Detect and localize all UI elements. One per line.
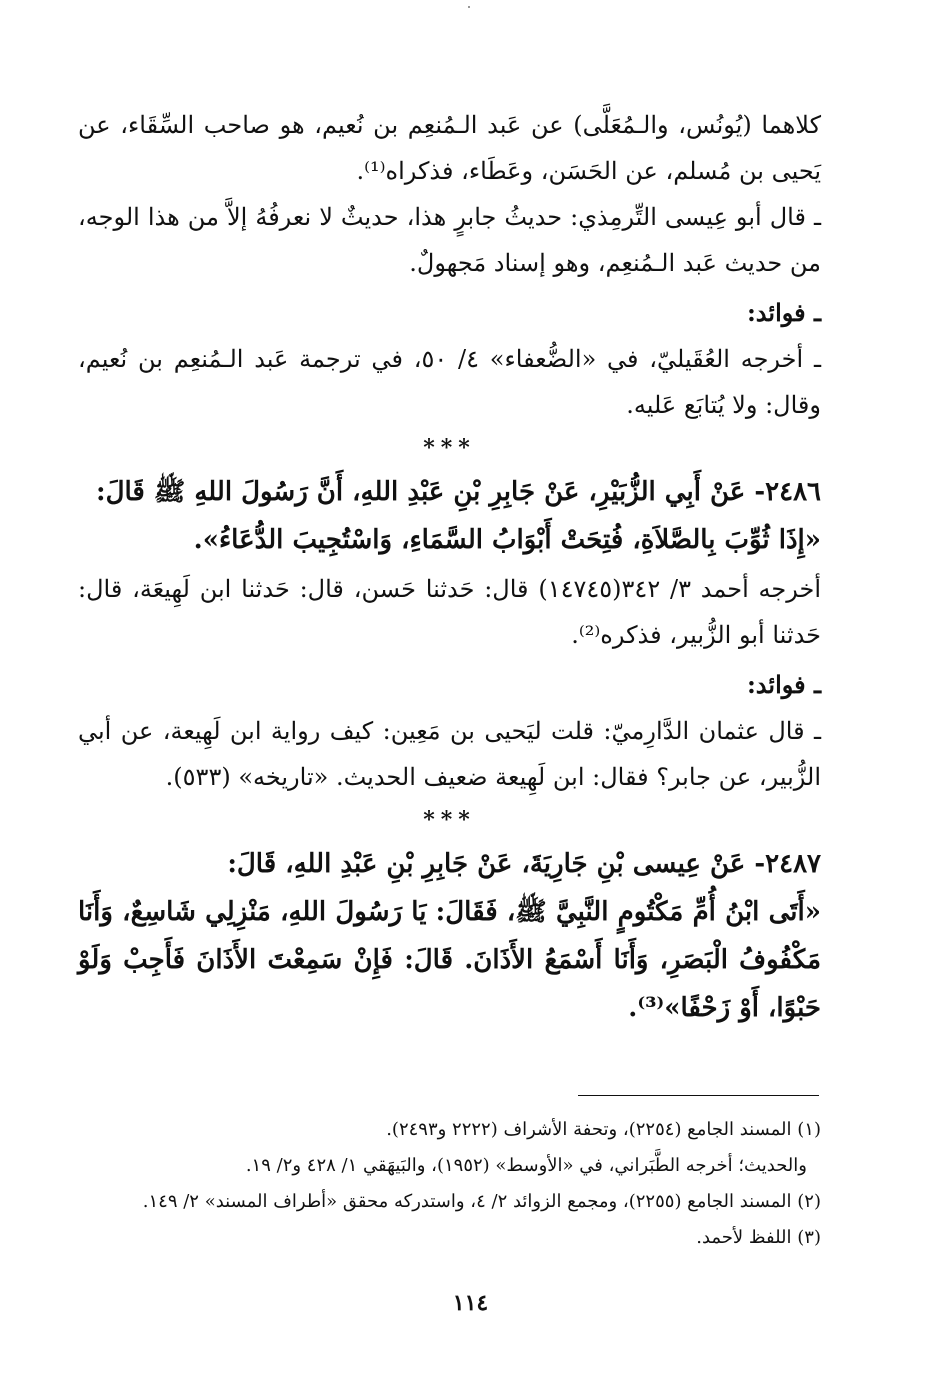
footnote-rule bbox=[578, 1095, 819, 1096]
hadith-2487-heading: ٢٤٨٧- عَنْ عِيسى بْنِ جَارِيَةَ، عَنْ جَابِرِ بْنِ عَبْدِ اللهِ، قَالَ: bbox=[227, 849, 821, 879]
hadith-2486-heading: ٢٤٨٦- عَنْ أَبِي الزُّبَيْرِ، عَنْ جَابِرِ بْنِ عَبْدِ اللهِ، أَنَّ رَسُولَ اللهِ ﷺ قَالَ: bbox=[96, 477, 821, 507]
page-number: ١١٤ bbox=[452, 1290, 489, 1316]
section-separator: *** bbox=[423, 435, 476, 461]
hadith-2486-text: «إِذَا ثُوِّبَ بِالصَّلاَةِ، فُتِحَتْ أَبْوَابُ السَّمَاءِ، وَاسْتُجِيبَ الدُّعَاءُ». bbox=[193, 525, 821, 555]
footnote-1: (١) المسند الجامع (٢٢٥٤)، وتحفة الأشراف (٢٢٢٢ و٢٤٩٣). bbox=[386, 1119, 821, 1140]
footnote-1-continued: والحديث؛ أخرجه الطَّبَراني، في «الأوسط» (١٩٥٢)، والبَيهَقي ١/ ٤٢٨ و٢/ ١٩. bbox=[245, 1155, 807, 1176]
fawaid-label: ـ فوائد: bbox=[746, 298, 821, 327]
fawaid-label: ـ فوائد: bbox=[746, 670, 821, 699]
footnote-3: (٣) اللفظ لأحمد. bbox=[696, 1227, 821, 1248]
footnote-2: (٢) المسند الجامع (٢٢٥٥)، ومجمع الزوائد ٢/ ٤، واستدركه محقق «أطراف المسند» ٢/ ١٤٩. bbox=[142, 1191, 821, 1212]
section-separator: *** bbox=[423, 807, 476, 833]
paragraph-chain: كلاهما (يُونُس، والـمُعَلَّى) عن عَبد الـمُنعِم بن نُعيم، هو صاحب السِّقَاء، عن يَحيى بن مُسلم، عن الحَسَن، وعَطَاء، فذكراه⁽¹⁾. bbox=[78, 111, 821, 185]
fawaid-text: ـ قال عثمان الدَّارِميّ: قلت ليَحيى بن مَعِين: كيف رواية ابن لَهِيعة، عن أبي الزُّبير، عن جابر؟ فقال: ابن لَهِيعة ضعيف الحديث. «تاريخه» (٥٣٣). bbox=[78, 717, 821, 791]
paragraph-tirmidhi-comment: ـ قال أبو عِيسى التِّرمِذي: حديثُ جابرٍ هذا، حديثٌ لا نعرفُهُ إلاَّ من هذا الوجه، من حديث عَبد الـمُنعِم، وهو إسناد مَجهولٌ. bbox=[78, 203, 821, 277]
fawaid-text: ـ أخرجه العُقَيليّ، في «الضُّعفاء» ٤/ ٥٠، في ترجمة عَبد الـمُنعِم بن نُعيم، وقال: ولا يُتابَع عَليه. bbox=[78, 345, 821, 419]
main-text bbox=[78, 102, 821, 1032]
hadith-2487-text: «أَتَى ابْنُ أُمِّ مَكْتُومٍ النَّبِيَّ ﷺ، فَقَالَ: يَا رَسُولَ اللهِ، مَنْزِلِي شَاسِعٌ، وَأَنَا مَكْفُوفُ الْبَصَرِ، وَأَنَا أَسْمَعُ الأَذَانَ. قَالَ: فَإِنْ سَمِعْتَ الأَذَانَ فَأَجِبْ وَلَوْ حَبْوًا، أَوْ زَحْفًا»⁽³⁾. bbox=[78, 897, 821, 1023]
takhrij-2486: أخرجه أحمد ٣/ ٣٤٢(١٤٧٤٥) قال: حَدثنا حَسن، قال: حَدثنا ابن لَهِيعَة، قال: حَدثنا أبو الزُّبير، فذكره⁽²⁾. bbox=[78, 575, 822, 649]
footnotes bbox=[78, 1112, 821, 1256]
scan-speck bbox=[468, 6, 470, 8]
